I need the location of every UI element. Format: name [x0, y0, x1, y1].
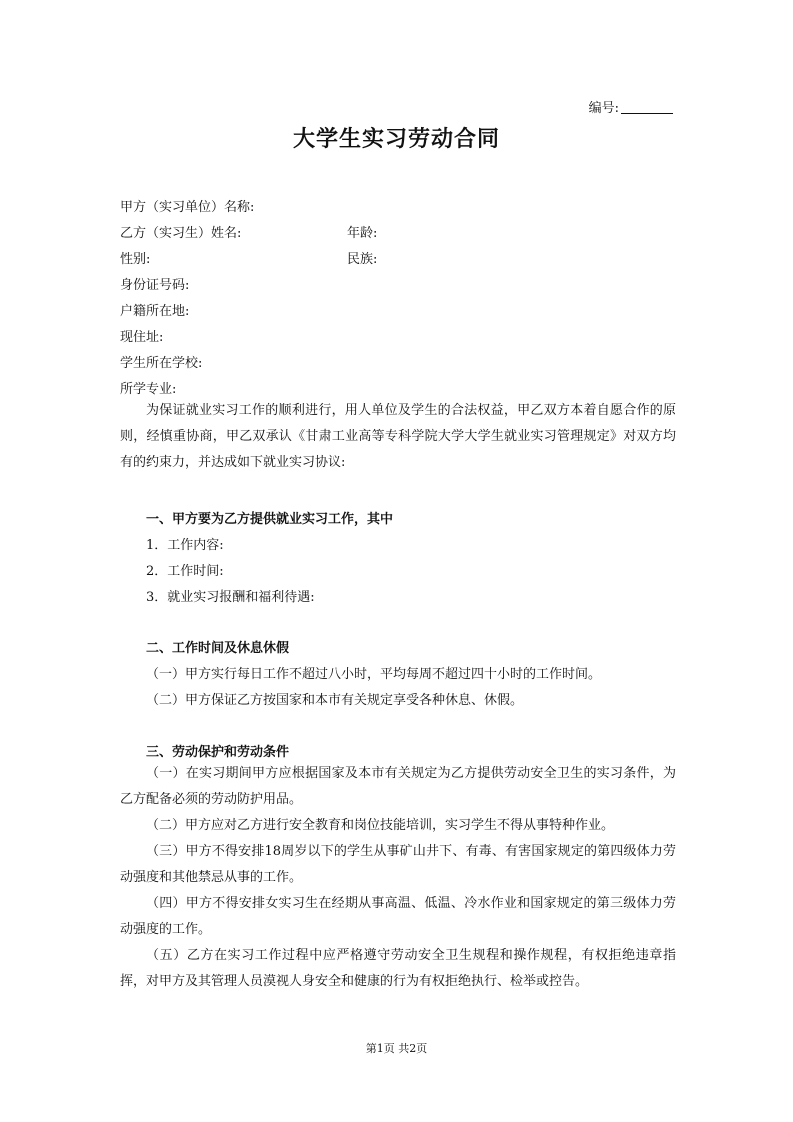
field-party-a: 甲方（实习单位）名称: [120, 200, 255, 215]
serial-label: 编号: [588, 101, 619, 116]
field-address: 现住址: [120, 330, 164, 345]
section2-item: （一）甲方实行每日工作不超过八小时，平均每周不超过四十小时的工作时间。 [146, 667, 602, 682]
section3-item: （五）乙方在实习工作过程中应严格遵守劳动安全卫生规程和操作规程，有权拒绝违章指挥，对甲方及其管理人员漠视人身安全和健康的行为有权拒绝执行、检举或控告。 [120, 948, 676, 989]
field-gender: 性别: [120, 252, 151, 267]
field-major: 所学专业: [120, 382, 177, 397]
section1-item: 3．就业实习报酬和福利待遇: [146, 590, 315, 605]
section1-heading: 一、甲方要为乙方提供就业实习工作，其中 [146, 512, 394, 527]
section3-item: （二）甲方应对乙方进行安全教育和岗位技能培训，实习学生不得从事特种作业。 [146, 818, 615, 833]
section3-heading: 三、劳动保护和劳动条件 [146, 745, 290, 760]
section1-item: 1．工作内容: [146, 538, 224, 553]
field-household: 户籍所在地: [120, 304, 190, 319]
page-footer: 第1页 共2页 [365, 1042, 428, 1055]
section1-item: 2．工作时间: [146, 564, 224, 579]
field-age: 年龄: [347, 226, 378, 241]
serial-blank-line [621, 100, 673, 114]
document-title: 大学生实习劳动合同 [292, 127, 500, 152]
field-school: 学生所在学校: [120, 356, 203, 371]
field-party-b: 乙方（实习生）姓名: [120, 226, 242, 241]
field-id-number: 身份证号码: [120, 278, 190, 293]
section3-item: （四）甲方不得安排女实习生在经期从事高温、低温、冷水作业和国家规定的第三级体力劳动强度的工作。 [120, 896, 676, 937]
serial-number [589, 97, 673, 116]
intro-paragraph: 为保证就业实习工作的顺利进行，用人单位及学生的合法权益，甲乙双方本着自愿合作的原则，经慎重协商，甲乙双承认《甘肃工业高等专科学院大学大学生就业实习管理规定》对双方均有的约束力，并达成如下就业实习协议: [120, 403, 676, 470]
section3-item: （一）在实习期间甲方应根据国家及本市有关规定为乙方提供劳动安全卫生的实习条件，为乙方配备必须的劳动防护用品。 [120, 766, 676, 807]
section2-heading: 二、工作时间及休息休假 [146, 641, 290, 656]
section2-item: （二）甲方保证乙方按国家和本市有关规定享受各种休息、休假。 [146, 693, 524, 708]
field-ethnicity: 民族: [347, 252, 378, 267]
section3-item: （三）甲方不得安排18周岁以下的学生从事矿山井下、有毒、有害国家规定的第四级体力劳动强度和其他禁忌从事的工作。 [120, 844, 676, 885]
